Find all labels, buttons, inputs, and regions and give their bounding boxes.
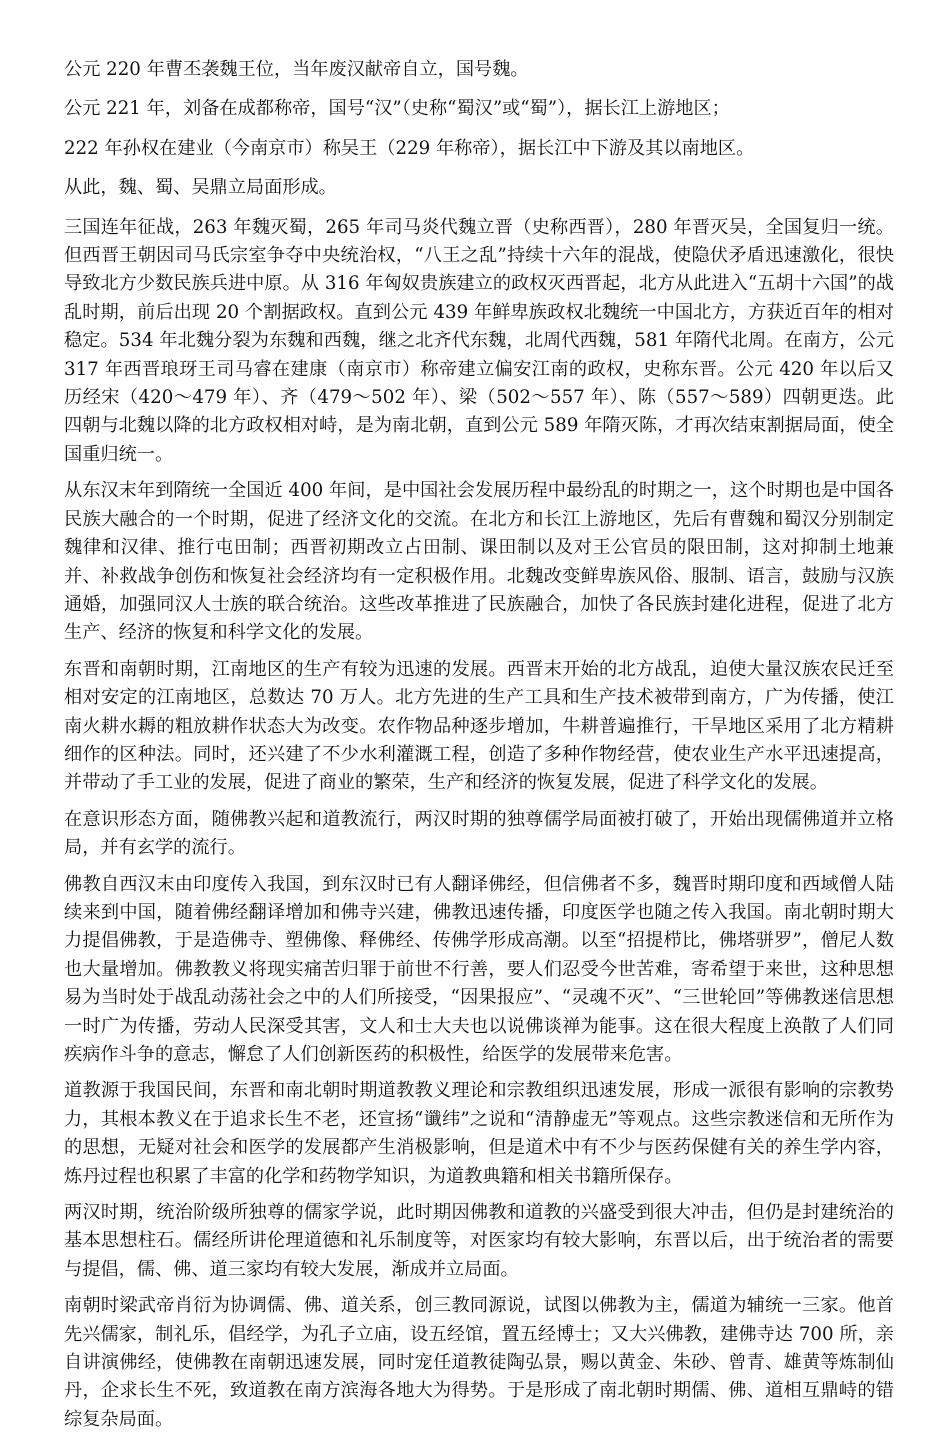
paragraph-6: 从东汉末年到隋统一全国近 400 年间，是中国社会发展历程中最纷乱的时期之一，这个时期也是中国各民族大融合的一个时期，促进了经济文化的交流。在北方和长江上游地区，先后有曹魏和蜀汉分别制定魏律和汉律、推行屯田制；西晋初期改立占田制、课田制以及对王公官员的限田制，这对抑制土地兼并、补救战争创伤和恢复社会经济均有一定积极作用。北魏改变鲜卑族风俗、服制、语言，鼓励与汉族通婚，加强同汉人士族的联合统治。这些改革推进了民族融合，加快了各民族封建化进程，促进了北方生产、经济的恢复和科学文化的发展。 (64, 480, 894, 644)
paragraph-12: 南朝时梁武帝肖衍为协调儒、佛、道关系，创三教同源说，试图以佛教为主，儒道为辅统一三家。他首先兴儒家，制礼乐，倡经学，为孔子立庙，设五经馆，置五经博士；又大兴佛教，建佛寺达 700 所，亲自讲演佛经，使佛教在南朝迅速发展，同时宠任道教徒陶弘景，赐以黄金、朱砂、曾青、雄黄等炼制仙丹，企求长生不死，致道教在南方滨海各地大为得势。于是形成了南北朝时期儒、佛、道相互鼎峙的错综复杂局面。 (64, 1295, 894, 1430)
paragraph-9: 佛教自西汉末由印度传入我国，到东汉时已有人翻译佛经，但信佛者不多，魏晋时期印度和西域僧人陆续来到中国，随着佛经翻译增加和佛寺兴建，佛教迅速传播，印度医学也随之传入我国。南北朝时期大力提倡佛教，于是造佛寺、塑佛像、释佛经、传佛学形成高潮。以至“招提栉比，佛塔骈罗”，僧尼人数也大量增加。佛教教义将现实痛苦归罪于前世不行善，要人们忍受今世苦难，寄希望于来世，这种思想易为当时处于战乱动荡社会之中的人们所接受，“因果报应”、“灵魂不灭”、“三世轮回”等佛教迷信思想一时广为传播，劳动人民深受其害，文人和士大夫也以说佛谈禅为能事。这在很大程度上涣散了人们同疾病作斗争的意志，懈怠了人们创新医药的积极性，给医学的发展带来危害。 (64, 873, 894, 1065)
paragraph-3: 222 年孙权在建业（今南京市）称吴王（229 年称帝），据长江中下游及其以南地区。 (64, 137, 755, 159)
paragraph-4: 从此，魏、蜀、吴鼎立局面形成。 (64, 177, 337, 199)
paragraph-10: 道教源于我国民间，东晋和南北朝时期道教教义理论和宗教组织迅速发展，形成一派很有影响的宗教势力，其根本教义在于追求长生不老，还宣扬“谶纬”之说和“清静虚无”等观点。这些宗教迷信和无所作为的思想，无疑对社会和医学的发展都产生消极影响，但是道术中有不少与医药保健有关的养生学内容，炼丹过程也积累了丰富的化学和药物学知识，为道教典籍和相关书籍所保存。 (64, 1080, 894, 1187)
document-page (64, 56, 894, 1442)
paragraph-8: 在意识形态方面，随佛教兴起和道教流行，两汉时期的独尊儒学局面被打破了，开始出现儒佛道并立格局，并有玄学的流行。 (64, 808, 894, 859)
paragraph-7: 东晋和南朝时期，江南地区的生产有较为迅速的发展。西晋末开始的北方战乱，迫使大量汉族农民迁至相对安定的江南地区，总数达 70 万人。北方先进的生产工具和生产技术被带到南方，广为传播，使江南火耕水耨的粗放耕作状态大为改变。农作物品种逐步增加，牛耕普遍推行，干旱地区采用了北方精耕细作的区种法。同时，还兴建了不少水利灌溉工程，创造了多种作物经营，使农业生产水平迅速提高，并带动了手工业的发展，促进了商业的繁荣，生产和经济的恢复发展，促进了科学文化的发展。 (64, 658, 894, 794)
paragraph-1: 公元 220 年曹丕袭魏王位，当年废汉献帝自立，国号魏。 (64, 59, 529, 80)
paragraph-2: 公元 221 年，刘备在成都称帝，国号“汉”（史称“蜀汉”或“蜀”），据长江上游地区； (64, 98, 730, 120)
paragraph-11: 两汉时期，统治阶级所独尊的儒家学说，此时期因佛教和道教的兴盛受到很大冲击，但仍是封建统治的基本思想柱石。儒经所讲伦理道德和礼乐制度等，对医家均有较大影响，东晋以后，出于统治者的需要与提倡，儒、佛、道三家均有较大发展，渐成并立局面。 (64, 1202, 894, 1280)
paragraph-5: 三国连年征战，263 年魏灭蜀，265 年司马炎代魏立晋（史称西晋），280 年晋灭吴，全国复归一统。但西晋王朝因司马氏宗室争夺中央统治权，“八王之乱”持续十六年的混战，使隐伏矛盾迅速激化，很快导致北方少数民族兵进中原。从 316 年匈奴贵族建立的政权灭西晋起，北方从此进入“五胡十六国”的战乱时期，前后出现 20 个割据政权。直到公元 439 年鲜卑族政权北魏统一中国北方，方获近百年的相对稳定。534 年北魏分裂为东魏和西魏，继之北齐代东魏，北周代西魏，581 年隋代北周。在南方，公元 317 年西晋琅玡王司马睿在建康（南京市）称帝建立偏安江南的政权，史称东晋。公元 420 年以后又历经宋（420～479 年）、齐（479～502 年）、梁（502～557 年）、陈（557～589）四朝更迭。此四朝与北魏以降的北方政权相对峙，是为南北朝，直到公元 589 年隋灭陈，才再次结束割据局面，使全国重归统一。 (64, 216, 894, 465)
